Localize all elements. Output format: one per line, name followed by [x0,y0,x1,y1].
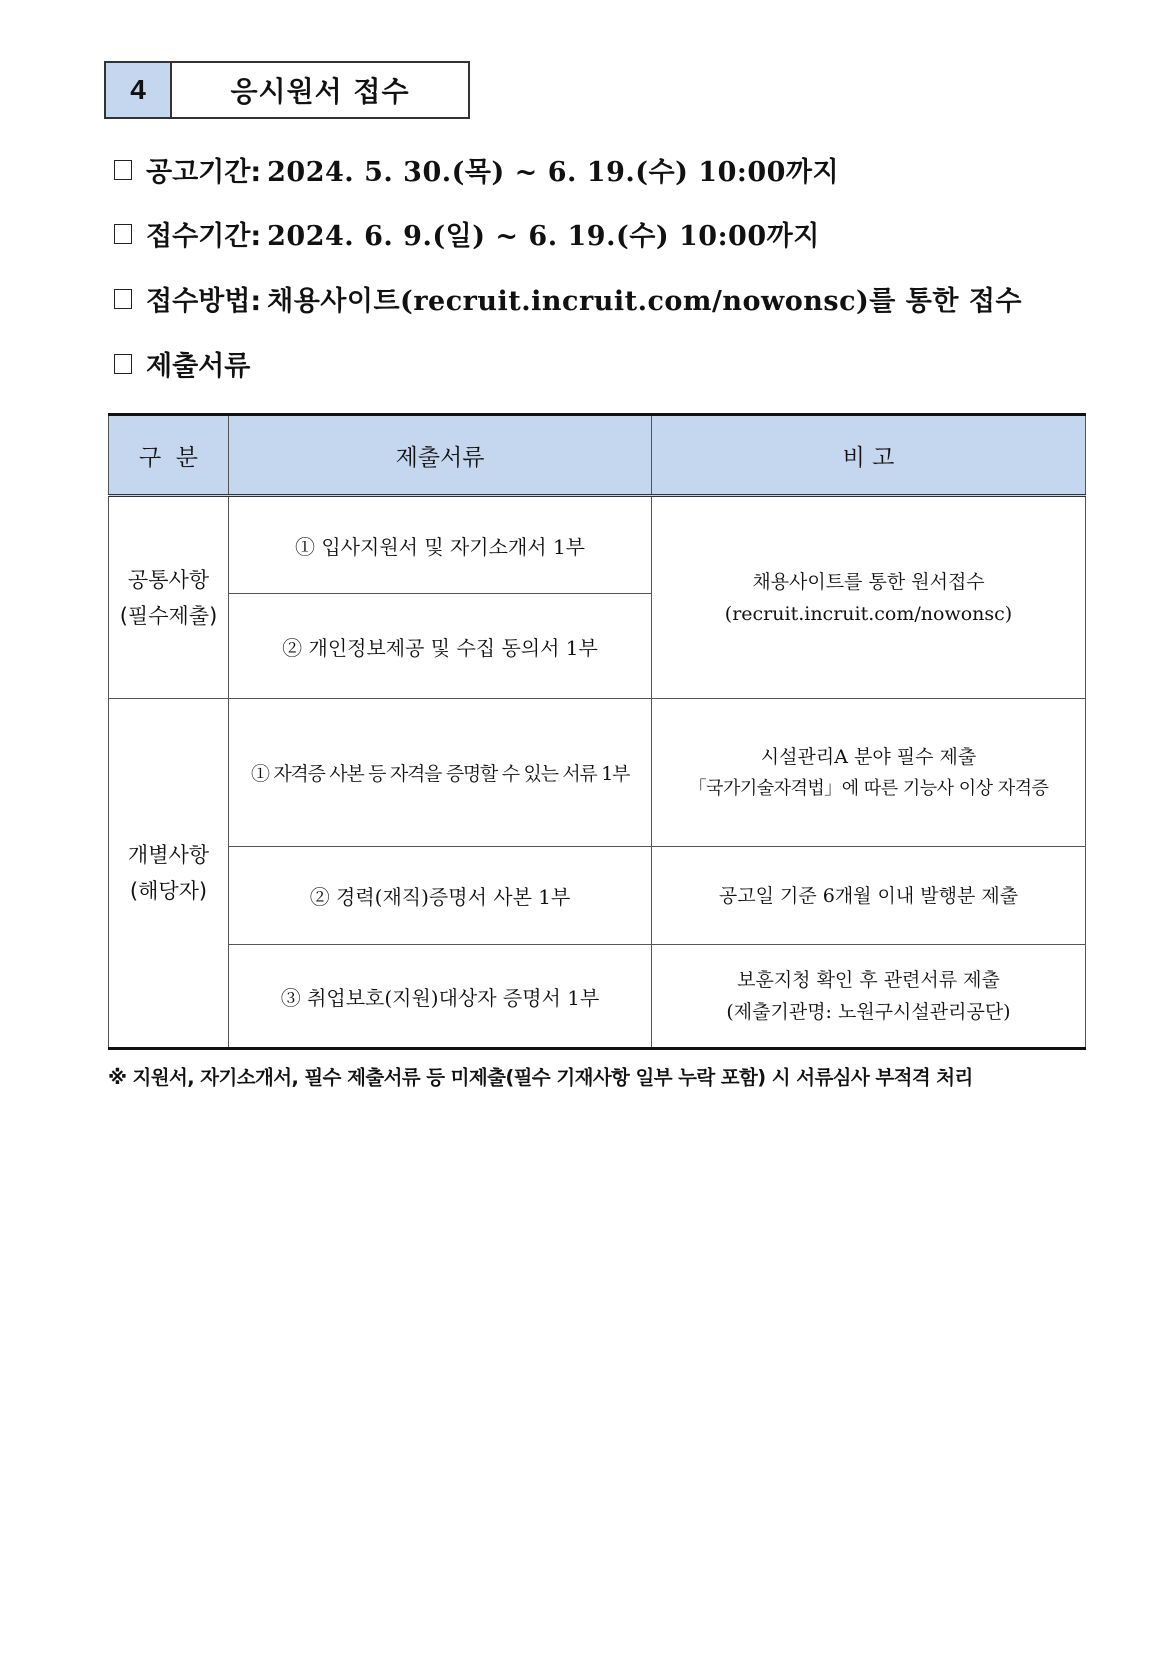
section-title-box [104,61,470,119]
remark-line: 시설관리A 분야 필수 제출 [760,745,977,768]
table-row [109,496,1086,594]
remark-line: (제출기관명: 노원구시설관리공단) [726,1001,1011,1023]
bullet-application-period [114,214,820,253]
footnote: ※ 지원서, 자기소개서, 필수 제출서류 등 미제출(필수 기재사항 일부 누락 포함) 시 서류심사 부적격 처리 [108,1066,973,1089]
table-header-row [109,415,1086,496]
bullet-announcement-period [114,150,839,189]
bullet-value: 2024. 5. 30.(목) ~ 6. 19.(수) 10:00까지 [267,157,840,188]
remark-line: 보훈지청 확인 후 관련서류 제출 [737,969,1000,991]
document-cell: ① 입사지원서 및 자기소개서 1부 [229,496,652,594]
document-cell: ② 개인정보제공 및 수집 동의서 1부 [229,594,652,699]
bullet-value: 2024. 6. 9.(일) ~ 6. 19.(수) 10:00까지 [267,221,820,252]
document-cell: ③ 취업보호(지원)대상자 증명서 1부 [229,945,652,1049]
bullet-application-method [114,279,1022,318]
category-individual [109,699,229,1049]
table-row [109,847,1086,945]
bullet-label: 제출서류 [146,351,251,382]
bullet-label: 접수방법: [146,286,262,317]
document-cell: ① 자격증 사본 등 자격을 증명할 수 있는 서류 1부 [229,699,652,847]
header-remarks: 비 고 [652,415,1086,496]
category-label: 공통사항 [127,567,210,592]
document-cell: ② 경력(재직)증명서 사본 1부 [229,847,652,945]
category-sublabel: (필수제출) [119,603,218,628]
bullet-label: 접수기간: [146,221,262,252]
bullet-label: 공고기간: [146,157,262,188]
checkbox-icon [114,354,132,374]
header-documents: 제출서류 [229,415,652,496]
table-row [109,945,1086,1049]
checkbox-icon [114,160,132,180]
section-title: 응시원서 접수 [230,75,410,108]
bullet-required-documents [114,344,250,383]
bullet-value: 채용사이트(recruit.incruit.com/nowonsc)를 통한 접수 [267,286,1022,317]
remark-line: (recruit.incruit.com/nowonsc) [724,602,1013,625]
header-category: 구 분 [109,415,229,496]
category-common [109,496,229,699]
section-number: 4 [106,63,172,117]
documents-table [108,413,1086,1050]
category-label: 개별사항 [127,843,210,867]
checkbox-icon [114,289,132,309]
remark-cell [652,945,1086,1049]
category-sublabel: (해당자) [129,879,208,903]
remark-line: 「국가기술자격법」에 따른 기능사 이상 자격증 [688,777,1049,799]
remark-line: 공고일 기준 6개월 이내 발행분 제출 [718,884,1019,907]
remark-cell [652,699,1086,847]
table-row [109,699,1086,847]
remark-line: 채용사이트를 통한 원서접수 [752,570,985,593]
remark-cell [652,847,1086,945]
remark-cell [652,496,1086,699]
checkbox-icon [114,224,132,244]
